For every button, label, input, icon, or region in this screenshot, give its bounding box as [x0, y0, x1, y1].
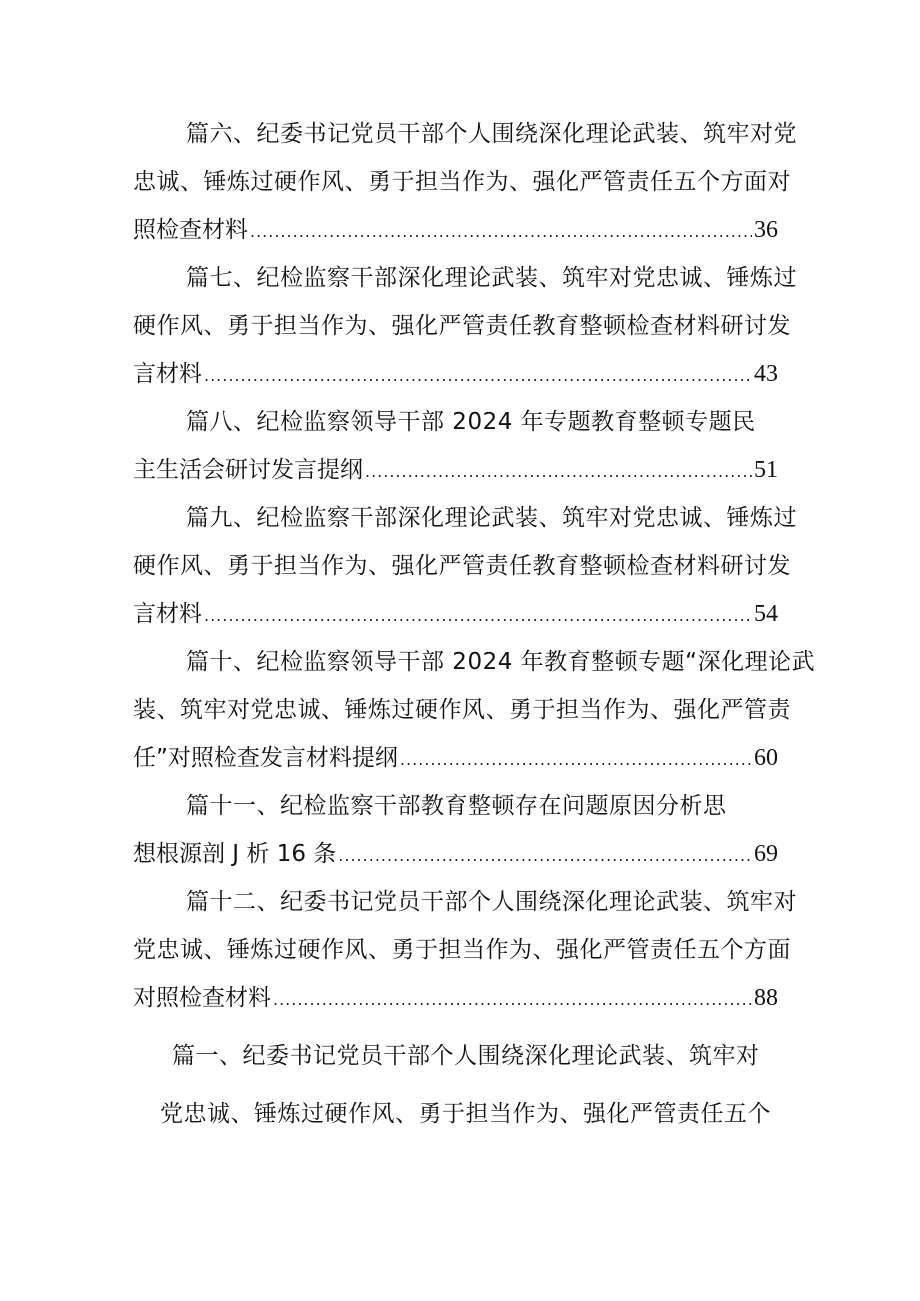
- toc-entry-6-line-2: 忠诚、锤炼过硬作风、勇于担当作为、强化严管责任五个方面对: [133, 169, 791, 195]
- toc-entry-7-line-2: 硬作风、勇于担当作为、强化严管责任教育整顿检查材料研讨发: [133, 313, 791, 339]
- toc-leader-dots: [365, 456, 752, 488]
- toc-leader-dots: [204, 600, 752, 632]
- toc-entry-12-title-end: 对照检查材料: [133, 985, 271, 1011]
- toc-entry-12-line-1: 篇十二、纪委书记党员干部个人围绕深化理论武装、筑牢对: [186, 889, 797, 915]
- toc-entry-8-page: 51: [754, 457, 778, 483]
- toc-entry-7-title-end: 言材料: [133, 361, 202, 387]
- toc-entry-7-line-1: 篇七、纪检监察干部深化理论武装、筑牢对党忠诚、锤炼过: [186, 265, 797, 291]
- section-heading-line-2: 党忠诚、锤炼过硬作风、勇于担当作为、强化严管责任五个: [160, 1101, 771, 1127]
- toc-leader-dots: [400, 744, 752, 776]
- toc-entry-10-title-end: 任”对照检查发言材料提纲: [133, 745, 398, 771]
- toc-entry-8-title-end: 主生活会研讨发言提纲: [133, 457, 363, 483]
- toc-entry-10-last-line[interactable]: [133, 742, 778, 776]
- toc-entry-9-line-1: 篇九、纪检监察干部深化理论武装、筑牢对党忠诚、锤炼过: [186, 505, 797, 531]
- section-heading-line-1: 篇一、纪委书记党员干部个人围绕深化理论武装、筑牢对: [172, 1043, 760, 1069]
- toc-entry-9-last-line[interactable]: [133, 598, 778, 632]
- toc-entry-10-line-1: 篇十、纪检监察领导干部 2024 年教育整顿专题“深化理论武: [186, 649, 816, 675]
- toc-entry-8-line-1: 篇八、纪检监察领导干部 2024 年专题教育整顿专题民: [186, 409, 756, 435]
- toc-entry-10-line-2: 装、筑牢对党忠诚、锤炼过硬作风、勇于担当作为、强化严管责: [133, 697, 791, 723]
- toc-entry-11-title-end: 想根源剖 J 析 16 条: [133, 841, 337, 867]
- toc-entry-6-last-line[interactable]: [133, 214, 778, 248]
- toc-entry-6-title-end: 照检查材料: [133, 217, 248, 243]
- toc-entry-8-last-line[interactable]: [133, 454, 778, 488]
- toc-entry-12-line-2: 党忠诚、锤炼过硬作风、勇于担当作为、强化严管责任五个方面: [133, 937, 791, 963]
- toc-entry-7-page: 43: [754, 361, 778, 387]
- toc-entry-11-last-line[interactable]: [133, 838, 778, 872]
- toc-entry-11-line-1: 篇十一、纪检监察干部教育整顿存在问题原因分析思: [186, 793, 727, 819]
- toc-entry-9-page: 54: [754, 601, 778, 627]
- toc-entry-9-line-2: 硬作风、勇于担当作为、强化严管责任教育整顿检查材料研讨发: [133, 553, 791, 579]
- toc-entry-7-last-line[interactable]: [133, 358, 778, 392]
- toc-entry-12-page: 88: [754, 985, 778, 1011]
- toc-entry-10-page: 60: [754, 745, 778, 771]
- toc-leader-dots: [250, 216, 752, 248]
- toc-entry-6-line-1: 篇六、纪委书记党员干部个人围绕深化理论武装、筑牢对党: [186, 121, 797, 147]
- toc-entry-12-last-line[interactable]: [133, 982, 778, 1016]
- toc-entry-6-page: 36: [754, 217, 778, 243]
- toc-leader-dots: [204, 360, 752, 392]
- toc-entry-9-title-end: 言材料: [133, 601, 202, 627]
- toc-entry-11-page: 69: [754, 841, 778, 867]
- toc-leader-dots: [338, 840, 752, 872]
- toc-leader-dots: [273, 984, 752, 1016]
